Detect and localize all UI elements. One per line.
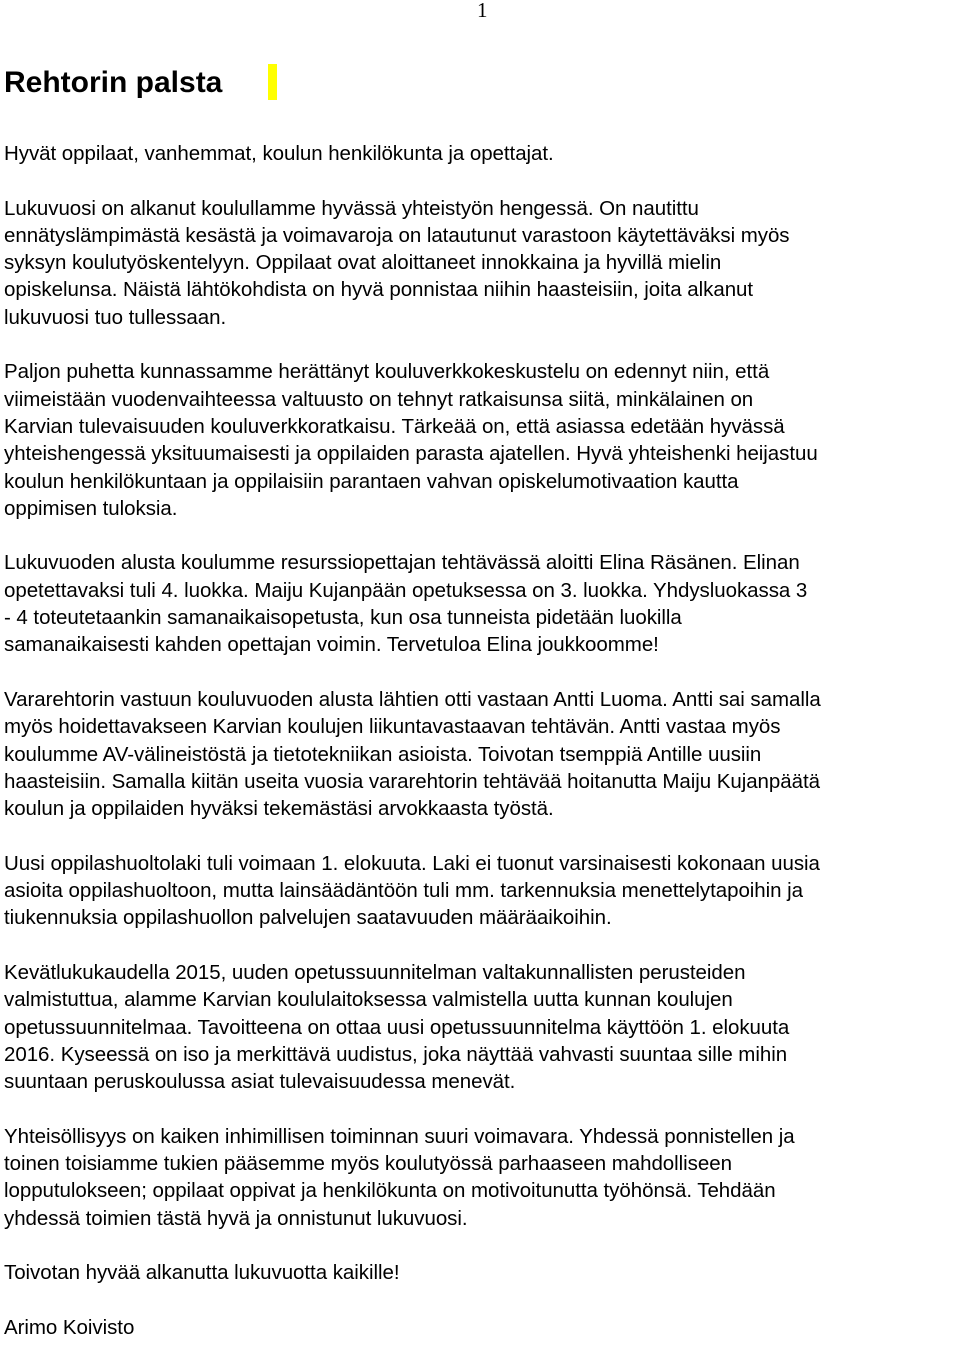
text-line: yhdessä toimien tästä hyvä ja onnistunut lukuvuosi. — [4, 1206, 468, 1230]
text-line: Vararehtorin vastuun kouluvuoden alusta lähtien otti vastaan Antti Luoma. Antti sai samalla — [4, 687, 821, 711]
page-number: 1 — [477, 0, 488, 22]
text-line: lukuvuosi tuo tullessaan. — [4, 305, 227, 329]
paragraph — [4, 1123, 958, 1232]
paragraph — [4, 195, 958, 331]
text-line: 2016. Kyseessä on iso ja merkittävä uudistus, joka näyttää vahvasti suuntaa sille mihin — [4, 1042, 788, 1066]
article-body — [4, 140, 958, 1368]
text-line: Lukuvuosi on alkanut koulullamme hyvässä yhteistyön hengessä. On nautittu — [4, 196, 699, 220]
text-line: suuntaan peruskoulussa asiat tulevaisuudessa menevät. — [4, 1070, 516, 1094]
paragraph — [4, 1259, 958, 1286]
text-line: koulun henkilökuntaan ja oppilaisiin parantaen vahvan opiskelumotivaation kautta — [4, 469, 739, 493]
paragraph — [4, 549, 958, 658]
text-line: Arimo Koivisto — [4, 1315, 135, 1339]
text-line: Kevätlukukaudella 2015, uuden opetussuunnitelman valtakunnallisten perusteiden — [4, 960, 746, 984]
text-line: opetussuunnitelmaa. Tavoitteena on ottaa uusi opetussuunnitelma käyttöön 1. elokuuta — [4, 1015, 790, 1039]
paragraph — [4, 358, 958, 522]
signature — [4, 1314, 958, 1341]
text-line: koulun ja oppilaiden hyväksi tekemästäsi arvokkaasta työstä. — [4, 797, 554, 821]
text-line: koulumme AV-välineistöstä ja tietotekniikan asioista. Toivotan tsemppiä Antille uusiin — [4, 742, 762, 766]
text-line: samanaikaisesti kahden opettajan voimin. Tervetuloa Elina joukkoomme! — [4, 633, 659, 657]
text-line: Karvian tulevaisuuden kouluverkkoratkaisu. Tärkeää on, että asiassa edetään hyvässä — [4, 414, 785, 438]
text-line: toinen toisiamme tukien pääsemme myös koulutyössä parhaaseen mahdolliseen — [4, 1151, 732, 1175]
text-line: haasteisiin. Samalla kiitän useita vuosia vararehtorin tehtävää hoitanutta Maiju Kujanpäätä — [4, 769, 820, 793]
text-line: opetettavaksi tuli 4. luokka. Maiju Kujanpään opetuksessa on 3. luokka. Yhdysluokassa 3 — [4, 578, 808, 602]
text-line: Hyvät oppilaat, vanhemmat, koulun henkilökunta ja opettajat. — [4, 142, 554, 165]
text-line: asioita oppilashuoltoon, mutta lainsäädäntöön tuli mm. tarkennuksia menettelytapoihin ja — [4, 879, 804, 903]
paragraph — [4, 959, 958, 1095]
text-line: viimeistään vuodenvaihteessa valtuusto on tehnyt ratkaisunsa siitä, minkälainen on — [4, 387, 754, 411]
text-line: Toivotan hyvää alkanutta lukuvuotta kaikille! — [4, 1261, 400, 1285]
text-line: myös hoidettavakseen Karvian koulujen liikuntavastaavan tehtävän. Antti vastaa myös — [4, 715, 781, 739]
text-line: syksyn koulutyöskentelyyn. Oppilaat ovat aloittaneet innokkaina ja hyvillä mielin — [4, 251, 722, 275]
text-line: valmistuttua, alamme Karvian koululaitoksessa valmistella uutta kunnan koulujen — [4, 988, 733, 1012]
yellow-highlight-marker — [268, 64, 277, 100]
text-line: Yhteisöllisyys on kaiken inhimillisen toiminnan suuri voimavara. Yhdessä ponnistellen ja — [4, 1124, 795, 1148]
text-line: Lukuvuoden alusta koulumme resurssiopettajan tehtävässä aloitti Elina Räsänen. Elinan — [4, 551, 800, 575]
paragraph — [4, 850, 958, 932]
text-line: opiskelunsa. Näistä lähtökohdista on hyvä ponnistaa niihin haasteisiin, joita alkanut — [4, 278, 754, 302]
text-line: Paljon puhetta kunnassamme herättänyt kouluverkkokeskustelu on edennyt niin, että — [4, 360, 770, 384]
page-title: Rehtorin palsta — [4, 66, 223, 99]
text-line: oppimisen tuloksia. — [4, 496, 178, 520]
paragraph — [4, 686, 958, 822]
paragraph — [4, 140, 958, 167]
text-line: tiukennuksia oppilashuollon palvelujen saatavuuden määräaikoihin. — [4, 906, 612, 930]
text-line: Uusi oppilashuoltolaki tuli voimaan 1. elokuuta. Laki ei tuonut varsinaisesti kokonaan uusia — [4, 851, 820, 875]
text-line: ennätyslämpimästä kesästä ja voimavaroja on latautunut varastoon käytettäväksi myös — [4, 223, 790, 247]
text-line: - 4 toteutetaankin samanaikaisopetusta, kun osa tunneista pidetään luokilla — [4, 606, 682, 630]
text-line: yhteishengessä yksituumaisesti ja oppilaiden parasta ajatellen. Hyvä yhteishenki heijastuu — [4, 442, 818, 466]
text-line: lopputulokseen; oppilaat oppivat ja henkilökunta on motivoitunutta työhönsä. Tehdään — [4, 1179, 776, 1203]
